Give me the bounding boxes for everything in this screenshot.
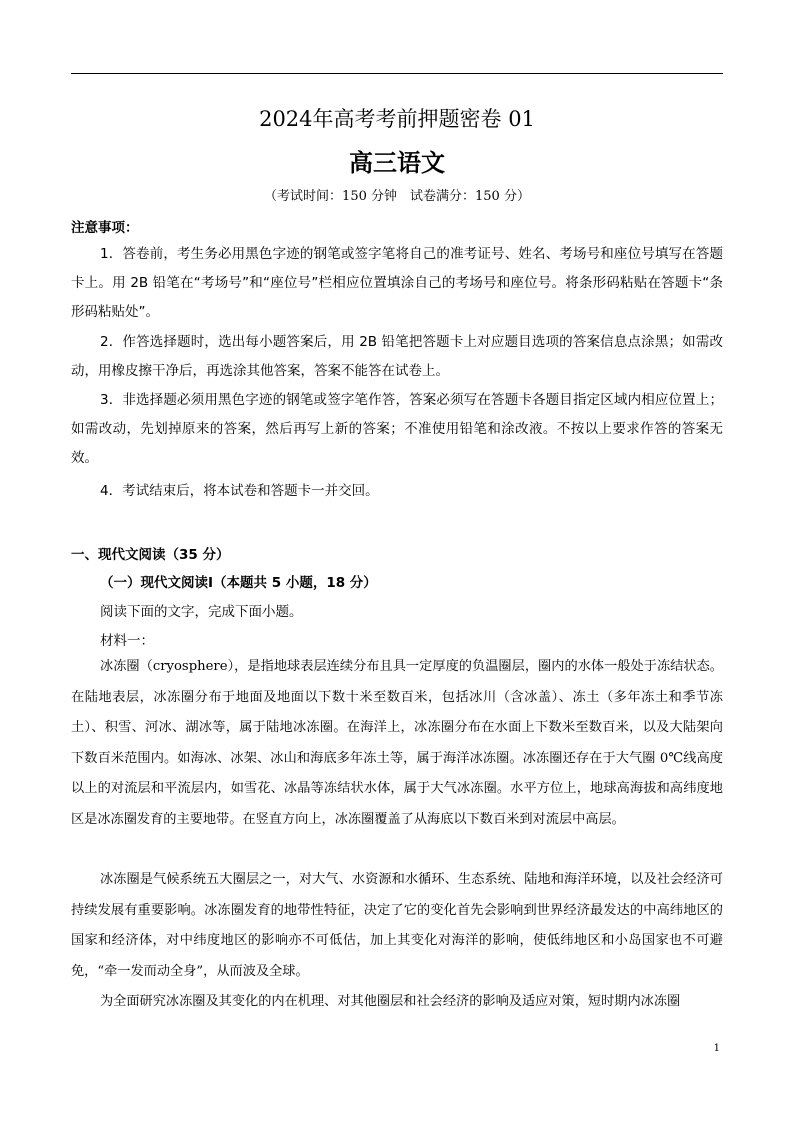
exam-meta: （考试时间：150 分钟 试卷满分：150 分） — [264, 189, 530, 204]
material-paragraph-1: 冰冻圈（cryosphere），是指地球表层连续分布且具一定厚度的负温圈层，圈内的水体一般处于冻结状态。在陆地表层，冰冻圈分布于地面及地面以下数十米至数百米，包括冰川（含冰盖）、冻土（多年冻土和季节冻土）、积雪、河冰、湖冰等，属于陆地冰冻圈。在海洋上，冰冻圈分布在水面上下数米至数百米，以及大陆架向下数百米范围内。如海冰、冰架、冰山和海底多年冻土等，属于海洋冰冻圈。冰冻圈还存在于大气圈 0℃线高度以上的对流层和平流层内，如雪花、冰晶等冻结状水体，属于大气冰冻圈。水平方位上，地球高海拔和高纬度地区是冰冻圈发育的主要地带。在竖直方向上，冰冻圈覆盖了从海底以下数百米到对流层中高层。 — [71, 659, 723, 827]
material-paragraph-2: 冰冻圈是气候系统五大圈层之一，对大气、水资源和水循环、生态系统、陆地和海洋环境，以及社会经济可持续发展有重要影响。冰冻圈发育的地带性特征，决定了它的变化首先会影响到世界经济最发达的中高纬地区的国家和经济体，对中纬度地区的影响亦不可低估，加上其变化对海洋的影响，使低纬地区和小岛国家也不可避免，“牵一发而动全身”，从而波及全球。 — [71, 872, 723, 979]
notice-item-1: 1．答卷前，考生务必用黑色字迹的钢笔或签字笔将自己的准考证号、姓名、考场号和座位号填写在答题卡上。用 2B 铅笔在“考场号”和“座位号”栏相应位置填涂自己的考场号和座位号。将条形码粘贴在答题卡“条形码粘贴处”。 — [71, 246, 723, 320]
material-label: 材料一： — [100, 633, 154, 649]
page-number: 1 — [713, 1043, 720, 1054]
exam-title: 2024年高考考前押题密卷 01 — [259, 107, 535, 131]
notice-item-4: 4．考试结束后，将本试卷和答题卡一并交回。 — [100, 483, 379, 499]
section-subheading: （一）现代文阅读Ⅰ（本题共 5 小题，18 分） — [100, 575, 377, 591]
notice-heading: 注意事项： — [71, 220, 139, 236]
section-heading: 一、现代文阅读（35 分） — [71, 547, 230, 563]
exam-subject: 高三语文 — [349, 148, 445, 177]
reading-instruction: 阅读下面的文字，完成下面小题。 — [100, 604, 303, 620]
notice-item-3: 3．非选择题必须用黑色字迹的钢笔或签字笔作答，答案必须写在答题卡各题目指定区域内相应位置上；如需改动，先划掉原来的答案，然后再写上新的答案；不准使用铅笔和涂改液。不按以上要求作答的答案无效。 — [71, 392, 723, 466]
header-rule — [71, 73, 723, 74]
notice-item-2: 2．作答选择题时，选出每小题答案后，用 2B 铅笔把答题卡上对应题目选项的答案信息点涂黑；如需改动，用橡皮擦干净后，再选涂其他答案，答案不能答在试卷上。 — [71, 334, 723, 379]
material-paragraph-3: 为全面研究冰冻圈及其变化的内在机理、对其他圈层和社会经济的影响及适应对策，短时期内冰冻圈 — [100, 994, 681, 1009]
